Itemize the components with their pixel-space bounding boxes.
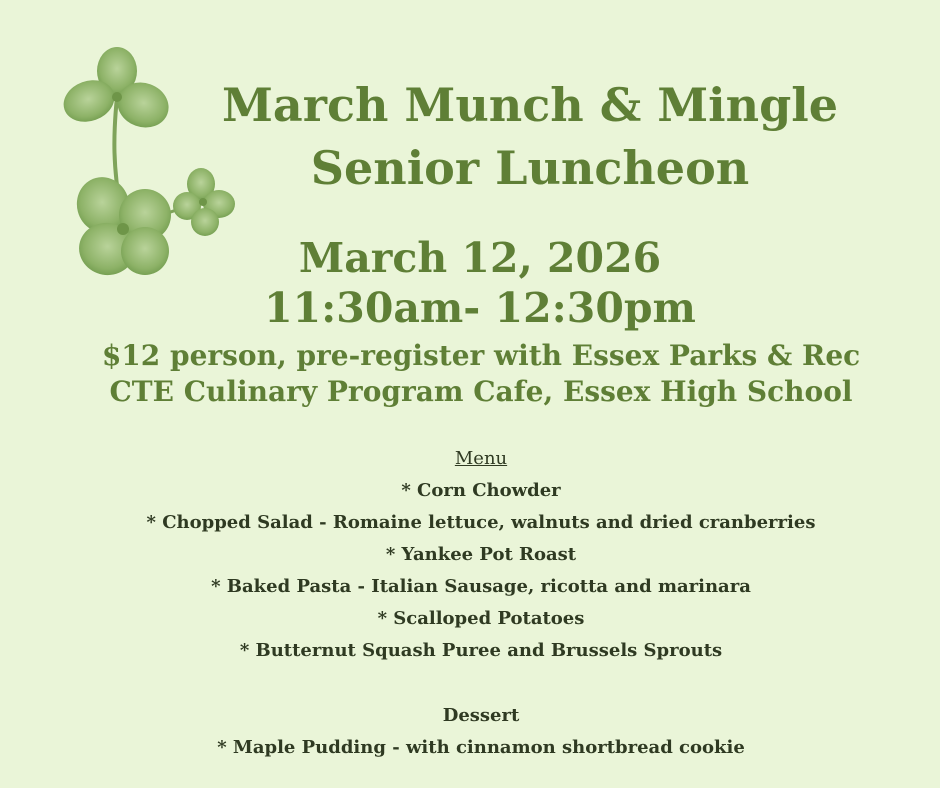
menu-item: * Butternut Squash Puree and Brussels Sprouts <box>239 640 723 661</box>
menu-heading: Menu <box>454 448 508 469</box>
menu-item: * Corn Chowder <box>401 480 561 501</box>
dessert-heading: Dessert <box>442 705 520 726</box>
event-date: March 12, 2026 <box>298 234 662 282</box>
menu-section <box>0 443 940 764</box>
event-time: 11:30am- 12:30pm <box>264 284 696 332</box>
menu-item: * Scalloped Potatoes <box>377 608 585 629</box>
event-title-line2: Senior Luncheon <box>310 141 750 195</box>
menu-item: * Yankee Pot Roast <box>385 544 577 565</box>
menu-item: * Chopped Salad - Romaine lettuce, walnuts and dried cranberries <box>146 512 816 533</box>
event-location-line: CTE Culinary Program Cafe, Essex High School <box>109 375 853 408</box>
event-price-line: $12 person, pre-register with Essex Parks & Rec <box>101 339 861 372</box>
dessert-item: * Maple Pudding - with cinnamon shortbread cookie <box>217 737 745 758</box>
event-title-line1: March Munch & Mingle <box>222 78 838 132</box>
menu-spacer <box>0 667 940 700</box>
menu-item: * Baked Pasta - Italian Sausage, ricotta and marinara <box>211 576 751 597</box>
